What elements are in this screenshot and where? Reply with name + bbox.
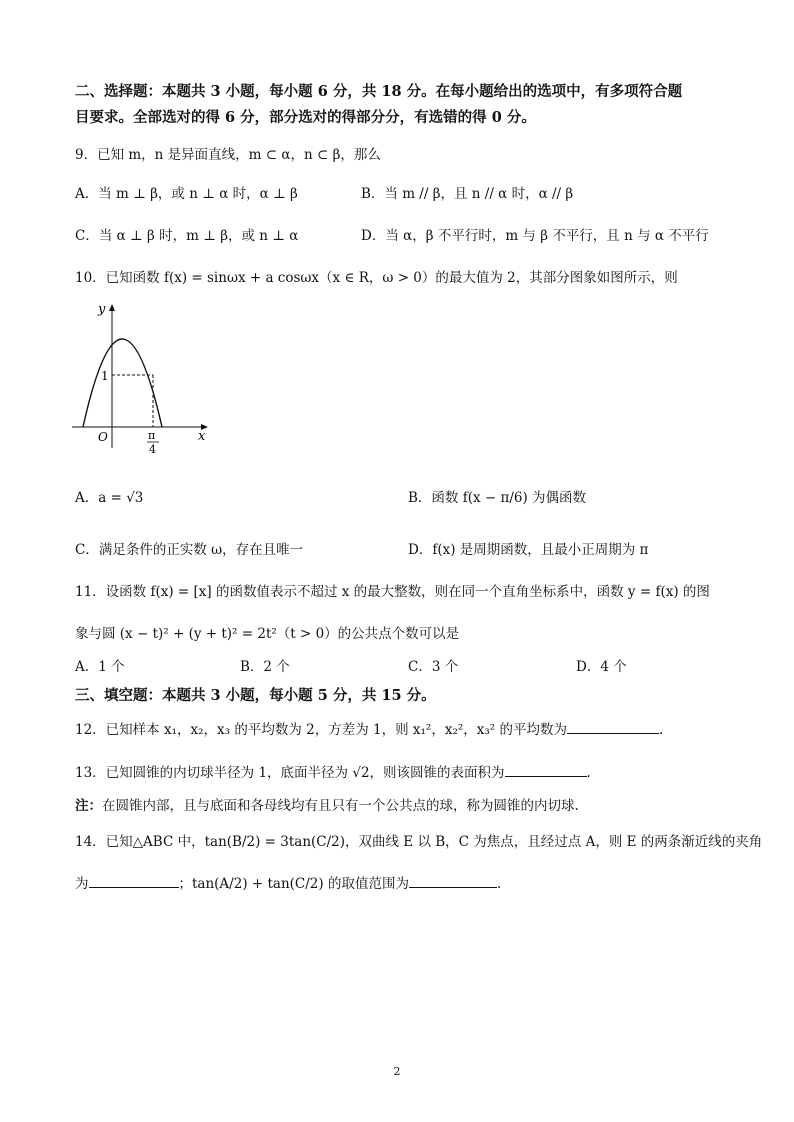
q12-line (75, 718, 663, 738)
q11-stem-line1: 11．设函数 f(x) = [x] 的函数值表示不超过 x 的最大整数，则在同一个直角坐标系中，函数 y = f(x) 的图 (75, 584, 710, 600)
y-tick-label: 1 (101, 369, 109, 383)
q9-stem: 9．已知 m，n 是异面直线，m ⊂ α，n ⊂ β，那么 (75, 147, 381, 163)
q14-end: . (496, 876, 502, 892)
q11-stem-line2: 象与圆 (x − t)² + (y + t)² = 2t²（t > 0）的公共点个数可以是 (75, 626, 460, 642)
q12-answer-blank[interactable] (567, 721, 659, 734)
q12-stem: 12．已知样本 x₁，x₂，x₃ 的平均数为 2，方差为 1，则 x₁²，x₂²，x₃² 的平均数为 (75, 722, 567, 738)
q11-option-d: D．4 个 (576, 659, 627, 675)
q13-stem: 13．已知圆锥的内切球半径为 1，底面半径为 √2，则该圆锥的表面积为 (75, 765, 505, 781)
q11-option-b: B．2 个 (240, 659, 290, 675)
sine-curve (83, 339, 162, 427)
q9-option-d: D．当 α，β 不平行时，m 与 β 不平行，且 n 与 α 不平行 (361, 228, 709, 244)
q14-separator: ； (178, 876, 192, 892)
q14-stem-line1: 14．已知△ABC 中，tan(B/2) = 3tan(C/2)，双曲线 E 以 B，C 为焦点，且经过点 A，则 E 的两条渐近线的夹角 (75, 834, 763, 850)
x-tick-numerator: π (148, 429, 156, 442)
x-tick-denominator: 4 (149, 443, 156, 456)
q10-stem: 10．已知函数 f(x) = sinωx + a cosωx（x ∈ R，ω > 0）的最大值为 2，其部分图象如图所示，则 (75, 270, 678, 286)
x-axis-label: x (198, 429, 206, 444)
q13-note: 在圆锥内部，且与底面和各母线均有且只有一个公共点的球，称为圆锥的内切球. (102, 798, 579, 814)
q14-line2 (75, 872, 501, 892)
q14-prefix: 为 (75, 876, 89, 892)
origin-label: O (98, 430, 108, 444)
q13-end: . (586, 765, 591, 781)
y-axis-arrow (109, 304, 115, 311)
page-number: 2 (393, 1065, 401, 1078)
q10-option-a: A．a = √3 (75, 490, 144, 506)
q9-option-b: B．当 m // β，且 n // α 时，α // β (361, 186, 574, 202)
q10-function-graph (68, 298, 218, 460)
q9-option-c: C．当 α ⊥ β 时，m ⊥ β，或 n ⊥ α (75, 228, 299, 244)
q13-note-label: 注： (75, 798, 102, 814)
q13-answer-blank[interactable] (505, 764, 587, 777)
q13-line (75, 761, 591, 781)
q13-note-line (75, 794, 579, 814)
q11-option-a: A．1 个 (75, 659, 125, 675)
q11-option-c: C．3 个 (408, 659, 459, 675)
q9-option-a: A．当 m ⊥ β，或 n ⊥ α 时，α ⊥ β (75, 186, 298, 202)
y-axis-label: y (98, 302, 106, 317)
q14-answer-blank-2[interactable] (409, 875, 497, 888)
q14-middle: tan(A/2) + tan(C/2) 的取值范围为 (192, 876, 409, 892)
q12-end: . (659, 722, 664, 738)
q10-option-b: B．函数 f(x − π/6) 为偶函数 (408, 490, 587, 506)
q14-answer-blank-1[interactable] (89, 875, 179, 888)
q10-option-d: D．f(x) 是周期函数，且最小正周期为 π (408, 542, 649, 558)
section2-heading-line2: 目要求。全部选对的得 6 分，部分选对的得部分分，有选错的得 0 分。 (75, 109, 536, 126)
q10-option-c: C．满足条件的正实数 ω，存在且唯一 (75, 542, 304, 558)
section2-heading-line1: 二、选择题：本题共 3 小题，每小题 6 分，共 18 分。在每小题给出的选项中，有多项符合题 (75, 83, 683, 100)
section3-heading: 三、填空题：本题共 3 小题，每小题 5 分，共 15 分。 (75, 687, 436, 704)
